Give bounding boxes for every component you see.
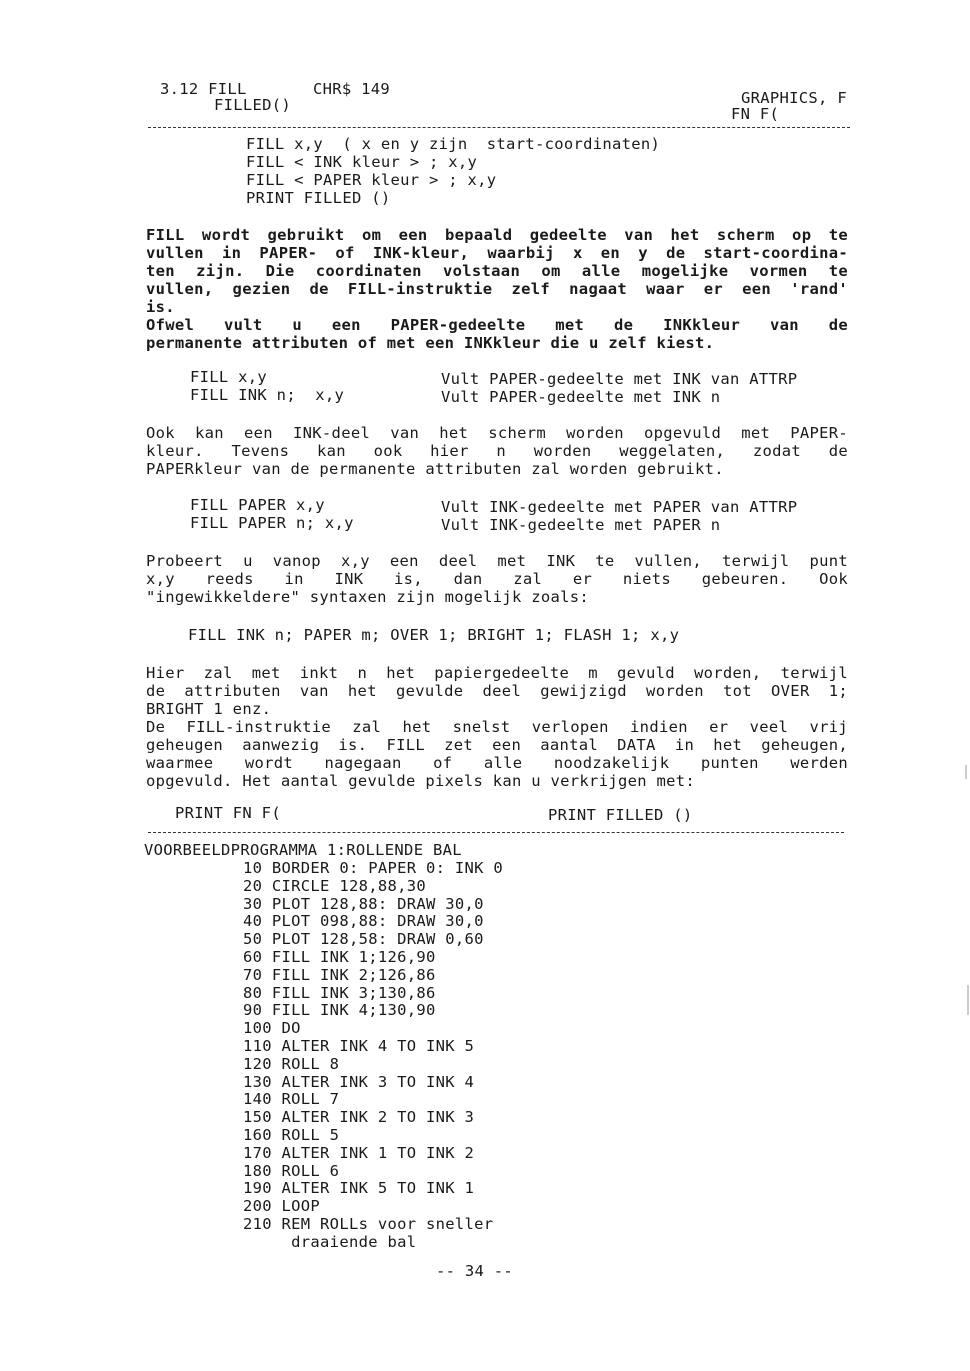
example-1-desc: Vult PAPER-gedeelte met INK n: [441, 388, 721, 406]
header-divider: [148, 127, 850, 128]
paragraph-4-line: waarmee wordt nagegaan of alle noodzakelijk punten werden: [146, 754, 848, 772]
program-line: 140 ROLL 7: [243, 1090, 340, 1109]
filled-function: FILLED(): [214, 96, 292, 114]
syntax-line-3: FILL < PAPER kleur > ; x,y: [246, 171, 497, 189]
program-line: draaiende bal: [243, 1232, 417, 1251]
print-filled-line: PRINT FILLED (): [548, 806, 693, 824]
paragraph-2-line: kleur. Tevens kan ook hier n worden weggelaten, zodat de: [146, 442, 848, 460]
program-line: 90 FILL INK 4;130,90: [243, 1001, 436, 1020]
paragraph-3-line: "ingewikkeldere" syntaxen zijn mogelijk zoals:: [146, 588, 590, 606]
paragraph-1-line: Ofwel vult u een PAPER-gedeelte met de INKkleur van de: [146, 316, 848, 334]
program-title: VOORBEELDPROGRAMMA 1:ROLLENDE BAL: [144, 841, 462, 859]
program-divider: [148, 832, 844, 833]
program-line: 10 BORDER 0: PAPER 0: INK 0: [243, 859, 504, 877]
program-line: 40 PLOT 098,88: DRAW 30,0: [243, 912, 484, 931]
syntax-line-1: FILL x,y ( x en y zijn start-coordinaten): [246, 135, 661, 153]
program-line: 80 FILL INK 3;130,86: [243, 983, 436, 1002]
example-2-desc: Vult INK-gedeelte met PAPER n: [441, 516, 721, 534]
program-line: 110 ALTER INK 4 TO INK 5: [243, 1037, 475, 1055]
section-heading: 3.12 FILL: [160, 80, 247, 98]
fn-label: FN F(: [731, 105, 780, 123]
program-line: 30 PLOT 128,88: DRAW 30,0: [243, 894, 484, 913]
paragraph-1-line: ten zijn. Die coordinaten volstaan om alle mogelijke vormen te: [146, 262, 848, 280]
paragraph-4-line: Hier zal met inkt n het papiergedeelte m gevuld worden, terwijl: [146, 664, 848, 682]
program-line: 100 DO: [243, 1019, 301, 1038]
paragraph-1: [146, 226, 848, 352]
syntax-line-2: FILL < INK kleur > ; x,y: [246, 153, 478, 171]
print-fn-line: PRINT FN F(: [175, 804, 281, 822]
paragraph-1-line: FILL wordt gebruikt om een bepaald gedeelte van het scherm op te: [146, 226, 848, 244]
example-2-cmd: FILL PAPER x,y: [190, 496, 325, 514]
paragraph-2-line: PAPERkleur van de permanente attributen zal worden gebruikt.: [146, 460, 724, 478]
example-1-cmd: FILL x,y: [190, 368, 268, 386]
paragraph-4-line: opgevuld. Het aantal gevulde pixels kan u verkrijgen met:: [146, 772, 696, 790]
program-line: 130 ALTER INK 3 TO INK 4: [243, 1072, 475, 1091]
program-line: 180 ROLL 6: [243, 1161, 340, 1180]
program-line: 200 LOOP: [243, 1197, 321, 1216]
program-line: 160 ROLL 5: [243, 1126, 340, 1144]
paragraph-3-line: Probeert u vanop x,y een deel met INK te vullen, terwijl punt: [146, 552, 848, 570]
syntax-line-4: PRINT FILLED (): [246, 189, 391, 207]
paragraph-2-line: Ook kan een INK-deel van het scherm worden opgevuld met PAPER-: [146, 424, 848, 442]
paragraph-4: [146, 664, 848, 790]
program-line: 120 ROLL 8: [243, 1054, 340, 1073]
program-line: 210 REM ROLLs voor sneller: [243, 1215, 494, 1233]
paragraph-1-line: is.: [146, 298, 175, 316]
program-line: 150 ALTER INK 2 TO INK 3: [243, 1108, 475, 1127]
paragraph-2: [146, 424, 848, 478]
example-1-desc: Vult PAPER-gedeelte met INK van ATTRP: [441, 370, 798, 388]
program-line: 60 FILL INK 1;126,90: [243, 948, 436, 966]
paragraph-3-line: x,y reeds in INK is, dan zal er niets gebeuren. Ook: [146, 570, 848, 588]
paragraph-4-line: De FILL-instruktie zal het snelst verlopen indien er veel vrij: [146, 718, 848, 736]
paragraph-1-line: vullen, gezien de FILL-instruktie zelf nagaat waar er een 'rand': [146, 280, 848, 298]
program-line: 50 PLOT 128,58: DRAW 0,60: [243, 930, 484, 949]
paragraph-4-line: de attributen van het gevulde deel gewijzigd worden tot OVER 1;: [146, 682, 848, 700]
scan-mark: [967, 985, 969, 1015]
example-3-cmd: FILL INK n; PAPER m; OVER 1; BRIGHT 1; FLASH 1; x,y: [188, 626, 680, 644]
chr-code: CHR$ 149: [313, 80, 391, 98]
example-1-cmd: FILL INK n; x,y: [190, 386, 345, 404]
paragraph-4-line: geheugen aanwezig is. FILL zet een aantal DATA in het geheugen,: [146, 736, 848, 754]
paragraph-3: [146, 552, 848, 606]
page-number: -- 34 --: [436, 1262, 514, 1280]
program-line: 70 FILL INK 2;126,86: [243, 965, 436, 984]
scan-mark: [965, 765, 967, 779]
program-line: 190 ALTER INK 5 TO INK 1: [243, 1179, 475, 1198]
program-line: 20 CIRCLE 128,88,30: [243, 876, 427, 895]
program-line: 170 ALTER INK 1 TO INK 2: [243, 1143, 475, 1162]
paragraph-1-line: permanente attributen of met een INKkleur die u zelf kiest.: [146, 334, 715, 352]
category-label: GRAPHICS, F: [741, 89, 847, 107]
paragraph-1-line: vullen in PAPER- of INK-kleur, waarbij x en y de start-coordina-: [146, 244, 848, 262]
example-2-cmd: FILL PAPER n; x,y: [190, 514, 354, 532]
paragraph-4-line: BRIGHT 1 enz.: [146, 700, 272, 718]
example-2-desc: Vult INK-gedeelte met PAPER van ATTRP: [441, 498, 798, 516]
